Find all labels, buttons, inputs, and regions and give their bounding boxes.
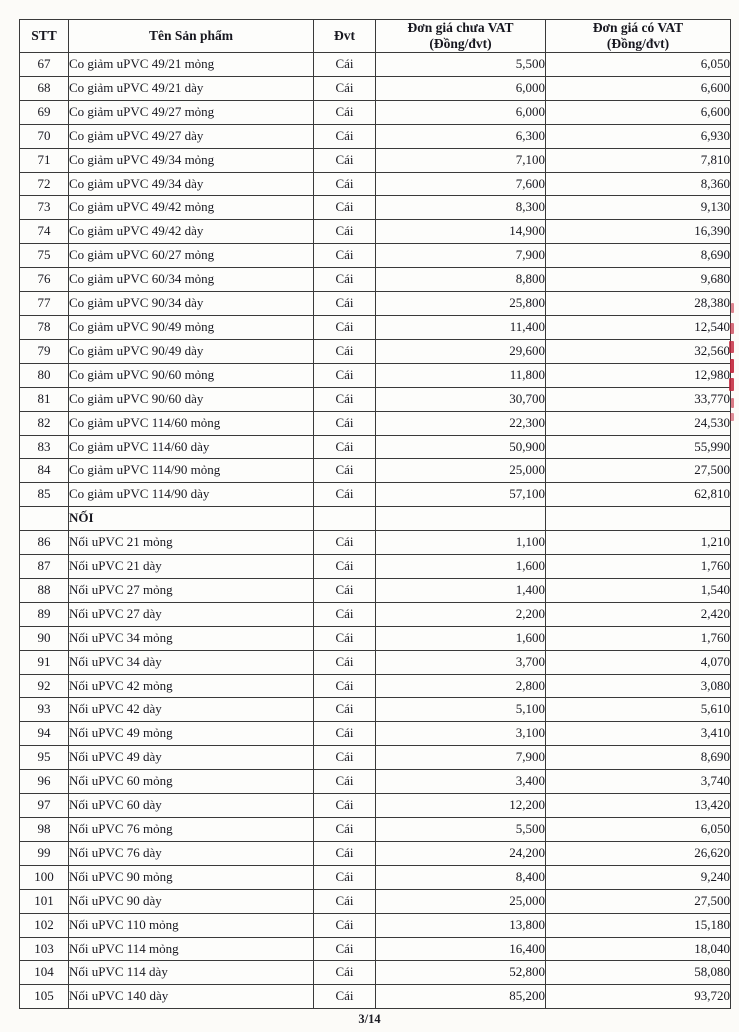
- cell-price-vat: 33,770: [546, 387, 731, 411]
- cell-price-no-vat: 2,800: [376, 674, 546, 698]
- cell-price-no-vat: 1,600: [376, 555, 546, 579]
- cell-price-vat: 16,390: [546, 220, 731, 244]
- cell-unit: Cái: [314, 865, 376, 889]
- cell-name: Nối uPVC 21 mỏng: [69, 531, 314, 555]
- cell-price-vat: 7,810: [546, 148, 731, 172]
- cell-name: Co giảm uPVC 114/60 mỏng: [69, 411, 314, 435]
- cell-price-no-vat: 24,200: [376, 841, 546, 865]
- table-row: [20, 770, 731, 794]
- cell-stt: 89: [20, 602, 69, 626]
- table-row: [20, 435, 731, 459]
- cell-price-no-vat: 1,100: [376, 531, 546, 555]
- table-row: [20, 913, 731, 937]
- price-table: [19, 19, 731, 1009]
- cell-name: Nối uPVC 140 dày: [69, 985, 314, 1009]
- table-row: [20, 220, 731, 244]
- cell-name: NỐI: [69, 507, 314, 531]
- cell-unit: Cái: [314, 578, 376, 602]
- cell-name: Nối uPVC 114 dày: [69, 961, 314, 985]
- cell-price-no-vat: 57,100: [376, 483, 546, 507]
- cell-price-no-vat: 8,800: [376, 268, 546, 292]
- cell-stt: 97: [20, 794, 69, 818]
- cell-unit: Cái: [314, 602, 376, 626]
- table-row: [20, 76, 731, 100]
- cell-price-vat: 55,990: [546, 435, 731, 459]
- table-row: [20, 411, 731, 435]
- cell-price-no-vat: [376, 507, 546, 531]
- table-header-row: [20, 20, 731, 53]
- cell-stt: 92: [20, 674, 69, 698]
- cell-name: Co giảm uPVC 49/21 mỏng: [69, 53, 314, 77]
- cell-price-no-vat: 85,200: [376, 985, 546, 1009]
- cell-stt: 86: [20, 531, 69, 555]
- table-row: [20, 172, 731, 196]
- cell-name: Co giảm uPVC 90/49 dày: [69, 339, 314, 363]
- cell-name: Co giảm uPVC 49/21 dày: [69, 76, 314, 100]
- cell-price-vat: 2,420: [546, 602, 731, 626]
- cell-stt: 104: [20, 961, 69, 985]
- table-row: [20, 626, 731, 650]
- cell-price-no-vat: 25,000: [376, 889, 546, 913]
- cell-price-vat: 62,810: [546, 483, 731, 507]
- cell-name: Co giảm uPVC 90/60 dày: [69, 387, 314, 411]
- cell-stt: 102: [20, 913, 69, 937]
- cell-price-vat: 12,980: [546, 363, 731, 387]
- cell-unit: Cái: [314, 148, 376, 172]
- table-body: [20, 53, 731, 1009]
- table-row: [20, 483, 731, 507]
- cell-stt: 85: [20, 483, 69, 507]
- table-row: [20, 387, 731, 411]
- cell-price-vat: 1,210: [546, 531, 731, 555]
- cell-price-vat: 9,130: [546, 196, 731, 220]
- cell-name: Nối uPVC 49 mỏng: [69, 722, 314, 746]
- col-header-price-no-vat-line1: Đơn giá chưa VAT: [407, 20, 514, 36]
- cell-name: Co giảm uPVC 49/27 mỏng: [69, 100, 314, 124]
- table-row: [20, 722, 731, 746]
- cell-price-no-vat: 3,400: [376, 770, 546, 794]
- cell-price-vat: 12,540: [546, 315, 731, 339]
- red-mark-fragment: [731, 303, 734, 313]
- table-row: [20, 148, 731, 172]
- table-row: [20, 315, 731, 339]
- cell-price-no-vat: 8,400: [376, 865, 546, 889]
- cell-price-no-vat: 1,400: [376, 578, 546, 602]
- cell-unit: Cái: [314, 100, 376, 124]
- cell-price-vat: 8,360: [546, 172, 731, 196]
- cell-price-vat: 6,050: [546, 53, 731, 77]
- cell-price-no-vat: 2,200: [376, 602, 546, 626]
- table-row: [20, 865, 731, 889]
- cell-unit: Cái: [314, 315, 376, 339]
- cell-stt: 69: [20, 100, 69, 124]
- cell-price-no-vat: 16,400: [376, 937, 546, 961]
- cell-name: Co giảm uPVC 90/34 dày: [69, 292, 314, 316]
- cell-unit: Cái: [314, 292, 376, 316]
- cell-name: Co giảm uPVC 49/34 dày: [69, 172, 314, 196]
- cell-unit: Cái: [314, 435, 376, 459]
- col-header-price-vat-line1: Đơn giá có VAT: [592, 20, 684, 36]
- table-row: [20, 650, 731, 674]
- cell-unit: Cái: [314, 53, 376, 77]
- cell-stt: 68: [20, 76, 69, 100]
- cell-name: Co giảm uPVC 60/27 mỏng: [69, 244, 314, 268]
- cell-price-vat: 8,690: [546, 244, 731, 268]
- cell-unit: Cái: [314, 459, 376, 483]
- cell-name: Co giảm uPVC 60/34 mỏng: [69, 268, 314, 292]
- cell-name: Co giảm uPVC 49/34 mỏng: [69, 148, 314, 172]
- col-header-unit: Đvt: [314, 20, 376, 53]
- cell-price-no-vat: 1,600: [376, 626, 546, 650]
- col-header-price-vat-line2: (Đồng/đvt): [606, 36, 670, 51]
- cell-name: Co giảm uPVC 49/42 dày: [69, 220, 314, 244]
- cell-price-no-vat: 7,600: [376, 172, 546, 196]
- cell-unit: Cái: [314, 794, 376, 818]
- cell-unit: Cái: [314, 841, 376, 865]
- cell-unit: Cái: [314, 650, 376, 674]
- cell-price-vat: 13,420: [546, 794, 731, 818]
- cell-name: Co giảm uPVC 114/90 mỏng: [69, 459, 314, 483]
- cell-stt: 84: [20, 459, 69, 483]
- cell-name: Nối uPVC 110 mỏng: [69, 913, 314, 937]
- cell-unit: Cái: [314, 722, 376, 746]
- cell-price-vat: 18,040: [546, 937, 731, 961]
- cell-price-no-vat: 11,800: [376, 363, 546, 387]
- cell-price-no-vat: 22,300: [376, 411, 546, 435]
- cell-unit: Cái: [314, 674, 376, 698]
- red-mark-fragment: [731, 398, 734, 408]
- cell-unit: Cái: [314, 76, 376, 100]
- cell-stt: 99: [20, 841, 69, 865]
- table-row: [20, 53, 731, 77]
- cell-price-no-vat: 5,100: [376, 698, 546, 722]
- cell-price-vat: 27,500: [546, 889, 731, 913]
- table-row: [20, 794, 731, 818]
- cell-price-vat: 9,240: [546, 865, 731, 889]
- cell-price-no-vat: 7,900: [376, 746, 546, 770]
- cell-price-vat: 6,600: [546, 100, 731, 124]
- cell-price-vat: 32,560: [546, 339, 731, 363]
- cell-stt: 70: [20, 124, 69, 148]
- cell-price-no-vat: 30,700: [376, 387, 546, 411]
- cell-name: Nối uPVC 42 mỏng: [69, 674, 314, 698]
- cell-stt: 75: [20, 244, 69, 268]
- cell-name: Co giảm uPVC 90/60 mỏng: [69, 363, 314, 387]
- red-mark-fragment: [730, 359, 734, 373]
- cell-name: Nối uPVC 42 dày: [69, 698, 314, 722]
- cell-stt: 79: [20, 339, 69, 363]
- col-header-price-vat: [546, 20, 731, 53]
- cell-price-vat: 28,380: [546, 292, 731, 316]
- red-mark-fragment: [730, 323, 734, 334]
- cell-name: Nối uPVC 27 mỏng: [69, 578, 314, 602]
- col-header-product-name: Tên Sản phẩm: [69, 20, 314, 53]
- cell-stt: 98: [20, 818, 69, 842]
- cell-name: Co giảm uPVC 49/27 dày: [69, 124, 314, 148]
- cell-stt: 94: [20, 722, 69, 746]
- cell-price-vat: 3,080: [546, 674, 731, 698]
- table-row: [20, 937, 731, 961]
- cell-price-no-vat: 25,000: [376, 459, 546, 483]
- cell-unit: Cái: [314, 746, 376, 770]
- table-row: [20, 100, 731, 124]
- cell-name: Nối uPVC 76 mỏng: [69, 818, 314, 842]
- cell-price-vat: 1,760: [546, 626, 731, 650]
- table-row: [20, 268, 731, 292]
- table-row: [20, 841, 731, 865]
- cell-price-no-vat: 25,800: [376, 292, 546, 316]
- cell-price-no-vat: 8,300: [376, 196, 546, 220]
- cell-stt: 103: [20, 937, 69, 961]
- cell-unit: Cái: [314, 961, 376, 985]
- cell-unit: Cái: [314, 889, 376, 913]
- col-header-stt: STT: [20, 20, 69, 53]
- cell-unit: Cái: [314, 220, 376, 244]
- cell-name: Nối uPVC 34 mỏng: [69, 626, 314, 650]
- col-header-price-no-vat-line2: (Đồng/đvt): [429, 36, 492, 51]
- cell-unit: Cái: [314, 124, 376, 148]
- cell-stt: 101: [20, 889, 69, 913]
- table-row: [20, 124, 731, 148]
- page-number: 3/14: [358, 1012, 381, 1026]
- cell-unit: Cái: [314, 387, 376, 411]
- table-row: [20, 363, 731, 387]
- table-row: [20, 698, 731, 722]
- cell-name: Nối uPVC 90 mỏng: [69, 865, 314, 889]
- cell-stt: 105: [20, 985, 69, 1009]
- cell-price-vat: 1,760: [546, 555, 731, 579]
- cell-unit: Cái: [314, 339, 376, 363]
- cell-stt: 76: [20, 268, 69, 292]
- cell-price-no-vat: 5,500: [376, 818, 546, 842]
- cell-price-no-vat: 6,000: [376, 76, 546, 100]
- cell-price-vat: [546, 507, 731, 531]
- cell-name: Nối uPVC 60 dày: [69, 794, 314, 818]
- cell-name: Co giảm uPVC 49/42 mỏng: [69, 196, 314, 220]
- col-header-price-no-vat: [376, 20, 546, 53]
- cell-unit: Cái: [314, 626, 376, 650]
- cell-stt: 88: [20, 578, 69, 602]
- cell-price-vat: 15,180: [546, 913, 731, 937]
- table-row: [20, 555, 731, 579]
- cell-price-no-vat: 52,800: [376, 961, 546, 985]
- cell-unit: [314, 507, 376, 531]
- cell-unit: Cái: [314, 555, 376, 579]
- cell-stt: 77: [20, 292, 69, 316]
- cell-price-vat: 3,740: [546, 770, 731, 794]
- cell-stt: 81: [20, 387, 69, 411]
- table-row: [20, 244, 731, 268]
- cell-unit: Cái: [314, 268, 376, 292]
- cell-price-no-vat: 7,900: [376, 244, 546, 268]
- cell-price-no-vat: 6,000: [376, 100, 546, 124]
- cell-price-vat: 4,070: [546, 650, 731, 674]
- cell-stt: 87: [20, 555, 69, 579]
- cell-name: Nối uPVC 76 dày: [69, 841, 314, 865]
- cell-name: Nối uPVC 21 dày: [69, 555, 314, 579]
- cell-stt: 80: [20, 363, 69, 387]
- table-row: [20, 578, 731, 602]
- cell-price-no-vat: 11,400: [376, 315, 546, 339]
- table-row: [20, 746, 731, 770]
- cell-unit: Cái: [314, 698, 376, 722]
- cell-unit: Cái: [314, 411, 376, 435]
- cell-name: Co giảm uPVC 114/60 dày: [69, 435, 314, 459]
- cell-stt: 93: [20, 698, 69, 722]
- cell-price-no-vat: 3,100: [376, 722, 546, 746]
- red-mark-fragment: [730, 413, 734, 421]
- red-mark-fragment: [729, 378, 734, 391]
- cell-stt: 96: [20, 770, 69, 794]
- cell-price-vat: 6,600: [546, 76, 731, 100]
- table-row: [20, 292, 731, 316]
- table-row: [20, 459, 731, 483]
- cell-name: Co giảm uPVC 90/49 mỏng: [69, 315, 314, 339]
- cell-price-no-vat: 14,900: [376, 220, 546, 244]
- table-row: [20, 602, 731, 626]
- cell-price-vat: 6,930: [546, 124, 731, 148]
- cell-price-no-vat: 3,700: [376, 650, 546, 674]
- table-row: [20, 196, 731, 220]
- table-row: [20, 818, 731, 842]
- cell-stt: 82: [20, 411, 69, 435]
- cell-price-vat: 26,620: [546, 841, 731, 865]
- cell-stt: 95: [20, 746, 69, 770]
- cell-price-vat: 24,530: [546, 411, 731, 435]
- cell-stt: 100: [20, 865, 69, 889]
- cell-unit: Cái: [314, 937, 376, 961]
- cell-price-no-vat: 13,800: [376, 913, 546, 937]
- cell-unit: Cái: [314, 363, 376, 387]
- cell-unit: Cái: [314, 531, 376, 555]
- cell-unit: Cái: [314, 818, 376, 842]
- cell-stt: 67: [20, 53, 69, 77]
- cell-stt: [20, 507, 69, 531]
- cell-price-vat: 58,080: [546, 961, 731, 985]
- cell-unit: Cái: [314, 172, 376, 196]
- cell-name: Nối uPVC 90 dày: [69, 889, 314, 913]
- table-row: [20, 674, 731, 698]
- table-row: [20, 339, 731, 363]
- cell-price-vat: 8,690: [546, 746, 731, 770]
- cell-price-vat: 9,680: [546, 268, 731, 292]
- cell-price-no-vat: 5,500: [376, 53, 546, 77]
- cell-name: Nối uPVC 49 dày: [69, 746, 314, 770]
- cell-stt: 90: [20, 626, 69, 650]
- cell-unit: Cái: [314, 985, 376, 1009]
- cell-name: Co giảm uPVC 114/90 dày: [69, 483, 314, 507]
- cell-unit: Cái: [314, 196, 376, 220]
- red-mark-fragment: [729, 341, 734, 353]
- cell-price-vat: 6,050: [546, 818, 731, 842]
- cell-name: Nối uPVC 60 mỏng: [69, 770, 314, 794]
- section-row: [20, 507, 731, 531]
- cell-price-no-vat: 6,300: [376, 124, 546, 148]
- cell-stt: 73: [20, 196, 69, 220]
- cell-price-no-vat: 12,200: [376, 794, 546, 818]
- cell-name: Nối uPVC 114 mỏng: [69, 937, 314, 961]
- cell-stt: 78: [20, 315, 69, 339]
- cell-price-vat: 3,410: [546, 722, 731, 746]
- cell-price-no-vat: 50,900: [376, 435, 546, 459]
- cell-price-vat: 1,540: [546, 578, 731, 602]
- cell-unit: Cái: [314, 770, 376, 794]
- cell-price-vat: 27,500: [546, 459, 731, 483]
- table-row: [20, 889, 731, 913]
- cell-unit: Cái: [314, 244, 376, 268]
- cell-price-no-vat: 29,600: [376, 339, 546, 363]
- cell-price-vat: 93,720: [546, 985, 731, 1009]
- cell-name: Nối uPVC 27 dày: [69, 602, 314, 626]
- table-row: [20, 531, 731, 555]
- cell-stt: 74: [20, 220, 69, 244]
- cell-price-vat: 5,610: [546, 698, 731, 722]
- table-row: [20, 961, 731, 985]
- cell-stt: 71: [20, 148, 69, 172]
- cell-stt: 72: [20, 172, 69, 196]
- cell-name: Nối uPVC 34 dày: [69, 650, 314, 674]
- cell-stt: 83: [20, 435, 69, 459]
- cell-stt: 91: [20, 650, 69, 674]
- cell-price-no-vat: 7,100: [376, 148, 546, 172]
- cell-unit: Cái: [314, 913, 376, 937]
- table-row: [20, 985, 731, 1009]
- cell-unit: Cái: [314, 483, 376, 507]
